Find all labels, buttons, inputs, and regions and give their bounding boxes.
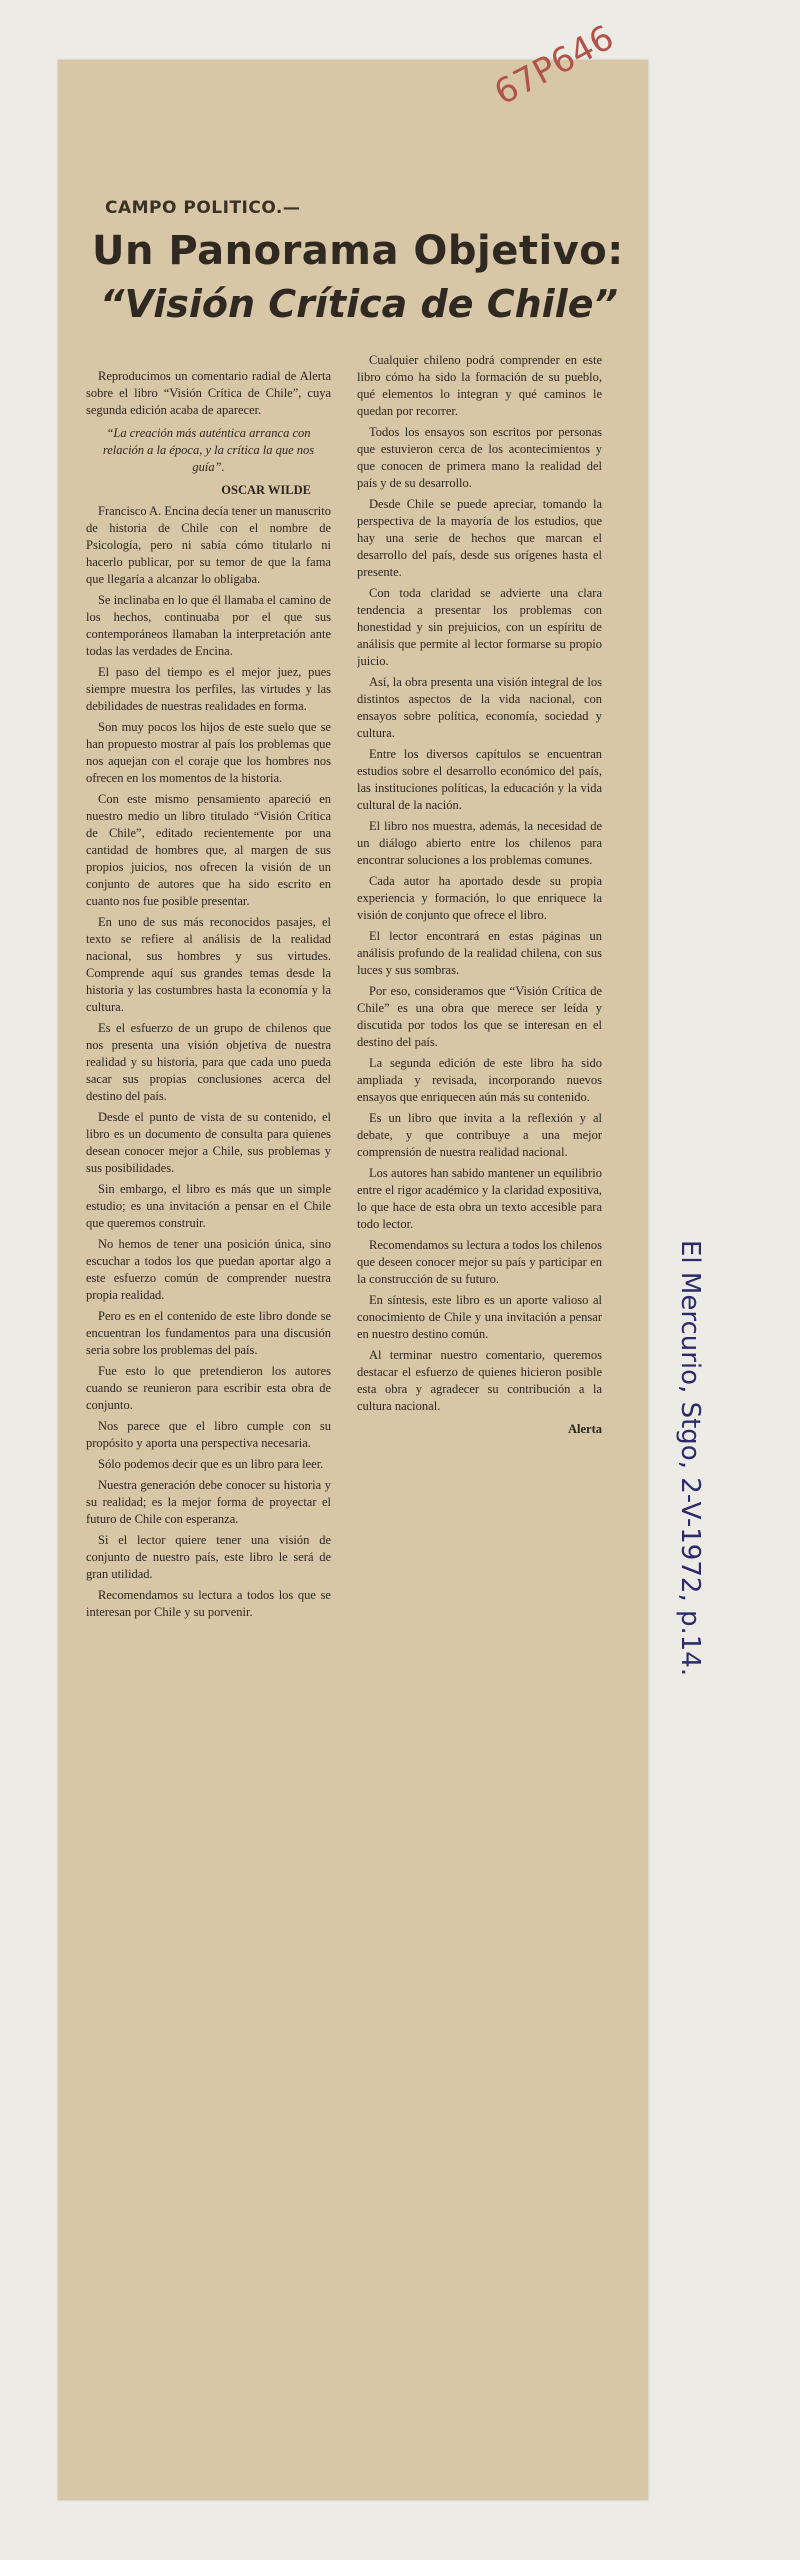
paragraph: Al terminar nuestro comentario, queremos destacar el esfuerzo de quienes hicieron posible esta obra y agradecer su contribución a la cultura nacional. [357,1348,602,1413]
paragraph: Cualquier chileno podrá comprender en este libro cómo ha sido la formación de su pueblo, qué elementos lo integran y qué caminos le quedan por recorrer. [357,353,602,418]
paragraph: El paso del tiempo es el mejor juez, pues siempre muestra los perfiles, las virtudes y las debilidades de nuestras realidades en forma. [86,665,331,713]
paragraph: El libro nos muestra, además, la necesidad de un diálogo abierto entre los chilenos para encontrar soluciones a los problemas comunes. [357,819,602,867]
paragraph: En síntesis, este libro es un aporte valioso al conocimiento de Chile y una invitación a pensar en nuestro destino común. [357,1293,602,1341]
paragraph: Cada autor ha aportado desde su propia experiencia y formación, lo que enriquece la visión de conjunto que ofrece el libro. [357,874,602,922]
article-column-right [357,352,602,2442]
paragraph: Son muy pocos los hijos de este suelo que se han propuesto mostrar al país los problemas que nos aquejan con el coraje que los hombres nos ofrecen en los momentos de la historia. [86,720,331,785]
paragraph: En uno de sus más reconocidos pasajes, el texto se refiere al análisis de la realidad nacional, sus hombres y sus virtudes. Comprende aquí sus grandes temas desde la historia y las costumbres hasta la economía y la cultura. [86,915,331,1014]
paragraph: Si el lector quiere tener una visión de conjunto de nuestro país, este libro le será de gran utilidad. [86,1533,331,1581]
paragraph: No hemos de tener una posición única, sino escuchar a todos los que puedan aportar algo a este esfuerzo común de comprender nuestra propia realidad. [86,1237,331,1302]
paragraph: Con este mismo pensamiento apareció en nuestro medio un libro titulado “Visión Crítica de Chile”, editado recientemente por una cantidad de hombres que, al margen de sus propios juicios, nos ofrecen la visión de un conjunto de autores que ha sido escrito en cuanto nos fue posible presentar. [86,792,331,908]
paragraph: Sin embargo, el libro es más que un simple estudio; es una invitación a pensar en el Chile que queremos construir. [86,1182,331,1230]
paragraph: Los autores han sabido mantener un equilibrio entre el rigor académico y la claridad expositiva, lo que hace de esta obra un texto accesible para todo lector. [357,1166,602,1231]
paragraph: La segunda edición de este libro ha sido ampliada y revisada, incorporando nuevos ensayos que enriquecen aún más su contenido. [357,1056,602,1104]
paragraph: Se inclinaba en lo que él llamaba el camino de los hechos, continuaba por el que sus contemporáneos llamaban la interpretación ante todas las verdades de Encina. [86,593,331,658]
section-label: CAMPO POLITICO.— [105,198,301,218]
headline: Un Panorama Objetivo: [92,228,624,274]
paragraph: Con toda claridad se advierte una clara tendencia a presentar los problemas con honestidad y sin prejuicios, con un espíritu de análisis que permite al lector formarse su propio juicio. [357,586,602,668]
author-signature: Alerta [567,1422,602,1436]
paragraph: Francisco A. Encina decía tener un manuscrito de historia de Chile con el nombre de Psicología, pero ni sabía cómo titularlo ni hacerlo publicar, por su temor de que la fama que llegaría a alcanzar lo obligaba. [86,504,331,586]
paragraph: Recomendamos su lectura a todos los que se interesan por Chile y su porvenir. [86,1588,331,1619]
subheadline: “Visión Crítica de Chile” [100,282,618,326]
paragraph: Es un libro que invita a la reflexión y al debate, y que contribuye a una mejor comprensión de nuestra realidad nacional. [357,1111,602,1159]
paragraph: El lector encontrará en estas páginas un análisis profundo de la realidad chilena, con sus luces y sus sombras. [357,929,602,977]
article-column-left [86,368,331,2448]
paragraph: Nos parece que el libro cumple con su propósito y aporta una perspectiva necesaria. [86,1419,331,1450]
handwritten-citation: El Mercurio, Stgo, 2-V-1972, p.14. [675,1240,705,1677]
epigraph-author: OSCAR WILDE [221,483,311,497]
epigraph: “La creación más auténtica arranca con relación a la época, y la crítica la que nos guía”. [102,426,315,474]
archive-stamp: 67P646 [488,17,621,114]
paragraph: Pero es en el contenido de este libro donde se encuentran los fundamentos para una discusión seria sobre los problemas del país. [86,1309,331,1357]
paragraph: Sólo podemos decir que es un libro para leer. [98,1457,324,1471]
paragraph: Por eso, consideramos que “Visión Crítica de Chile” es una obra que merece ser leída y discutida por todos los que se interesan en el destino del país. [357,984,602,1049]
paragraph: Entre los diversos capítulos se encuentran estudios sobre el desarrollo económico del país, las instituciones políticas, la educación y la vida cultural de la nación. [357,747,602,812]
paragraph: Desde Chile se puede apreciar, tomando la perspectiva de la mayoría de los estudios, que hay una serie de hechos que marcan el desarrollo del país, desde sus orígenes hasta el presente. [357,497,602,579]
paragraph: Así, la obra presenta una visión integral de los distintos aspectos de la vida nacional, con ensayos sobre política, economía, sociedad y cultura. [357,675,602,740]
paragraph: Fue esto lo que pretendieron los autores cuando se reunieron para escribir esta obra de conjunto. [86,1364,331,1412]
paragraph: Es el esfuerzo de un grupo de chilenos que nos presenta una visión objetiva de nuestra realidad y su historia, para que cada uno pueda sacar sus propias conclusiones acerca del destino del país. [86,1021,331,1103]
paragraph: Desde el punto de vista de su contenido, el libro es un documento de consulta para quienes desean conocer mejor a Chile, sus problemas y sus posibilidades. [86,1110,331,1175]
intro-paragraph: Reproducimos un comentario radial de Alerta sobre el libro “Visión Crítica de Chile”, cuya segunda edición acaba de aparecer. [86,369,331,417]
paragraph: Recomendamos su lectura a todos los chilenos que deseen conocer mejor su país y participar en la construcción de su futuro. [357,1238,602,1286]
paragraph: Todos los ensayos son escritos por personas que estuvieron cerca de los acontecimientos y que conocen de primera mano la realidad del país y de su desarrollo. [357,425,602,490]
paragraph: Nuestra generación debe conocer su historia y su realidad; es la mejor forma de proyectar el futuro de Chile con esperanza. [86,1478,331,1526]
